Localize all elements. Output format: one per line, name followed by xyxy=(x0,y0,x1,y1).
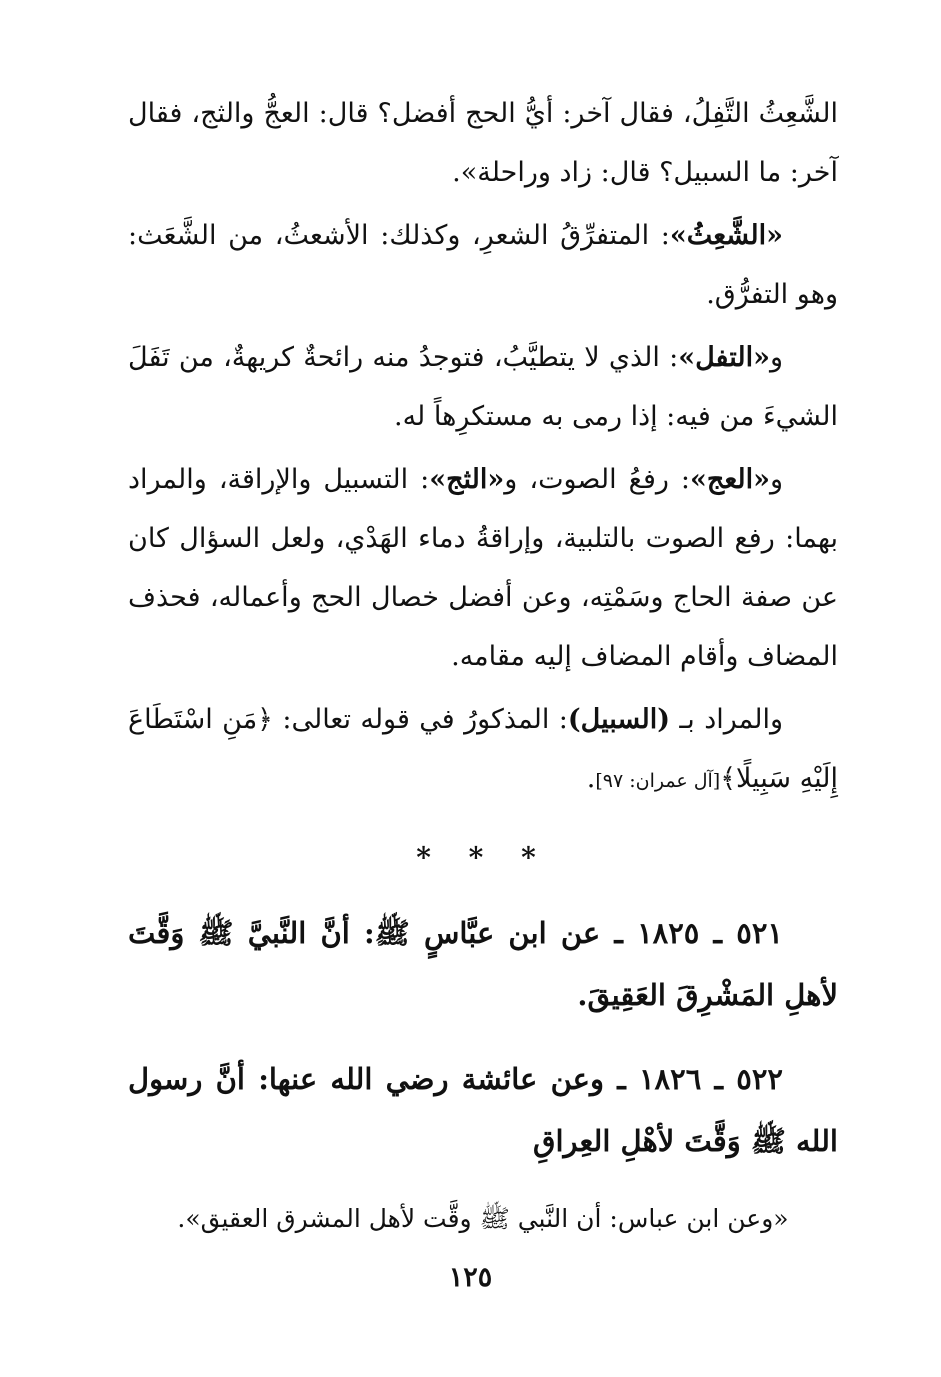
paragraph-4-text-2: : التسبيل والإراقة، والمراد بهما: رفع الصوت بالتلبية، وإراقةُ دماء الهَدْي، ولعل السؤال كان عن صفة الحاج وسَمْتِه، وعن أفضل خصال الحج وأعماله، فحذف المضاف وأقام المضاف إليه مقامه. xyxy=(128,464,838,672)
quran-verse: ﴿مَنِ اسْتَطَاعَ إِلَيْهِ سَبِيلًا﴾ xyxy=(128,704,838,794)
paragraph-2-text: : المتفرِّقُ الشعرِ، وكذلك: الأشعثُ، من الشَّعَث: وهو التفرُّق. xyxy=(128,220,838,310)
verse-reference: [آل عمران: ٩٧] xyxy=(595,770,721,792)
paragraph-1-text: الشَّعِثُ التَّفِلُ، فقال آخر: أيُّ الحج أفضل؟ قال: العجُّ والثج، فقال آخر: ما السبيل؟ قال: زاد وراحلة». xyxy=(128,98,838,188)
term-sabil: (السبيل) xyxy=(567,704,671,735)
paragraph-tafal-definition xyxy=(128,328,838,446)
hadith-522 xyxy=(128,1048,838,1172)
page-body xyxy=(128,84,838,1244)
paragraph-3-text: : الذي لا يتطيَّبُ، فتوجدُ منه رائحةٌ كريهةٌ، من تَفَلَ الشيءَ من فيه: إذا رمى به مستكرِهاً له. xyxy=(128,342,838,432)
paragraph-4-text-1: : رفعُ الصوت، و xyxy=(504,464,691,495)
paragraph-sabil-definition xyxy=(128,690,838,811)
section-separator: * * * xyxy=(416,841,550,874)
term-thajj: «الثج» xyxy=(429,464,505,495)
term-shaath: «الشَّعِثُ» xyxy=(669,220,783,251)
paragraph-shaath-definition xyxy=(128,206,838,324)
paragraph-ajj-thajj-definition xyxy=(128,450,838,686)
paragraph-1 xyxy=(128,84,838,202)
hadith-521-text: ٥٢١ ـ ١٨٢٥ ـ عن ابن عبَّاسٍ ﷺ: أنَّ النَّبيَّ ﷺ وَقَّتَ لأهلِ المَشْرِقَ العَقِيقَ. xyxy=(128,916,838,1012)
term-tafal: «التفل» xyxy=(678,342,770,373)
term-ajj: «العج» xyxy=(690,464,770,495)
footnote-narration: «وعن ابن عباس: أن النَّبي ﷺ وقَّت لأهل المشرق العقيق». xyxy=(177,1204,789,1233)
paragraph-5-prefix: والمراد بـ xyxy=(670,704,783,735)
paragraph-3-prefix: و xyxy=(769,342,783,373)
hadith-522-text: ٥٢٢ ـ ١٨٢٦ ـ وعن عائشة رضي الله عنها: أنَّ رسول الله ﷺ وَقَّتَ لأهْلِ العِراقِ xyxy=(128,1062,838,1158)
page-number: ١٢٥ xyxy=(448,1262,493,1293)
paragraph-4-prefix: و xyxy=(769,464,783,495)
paragraph-5-end: . xyxy=(586,763,596,794)
paragraph-5-text: : المذكورُ في قوله تعالى: xyxy=(272,704,568,735)
hadith-521 xyxy=(128,902,838,1026)
